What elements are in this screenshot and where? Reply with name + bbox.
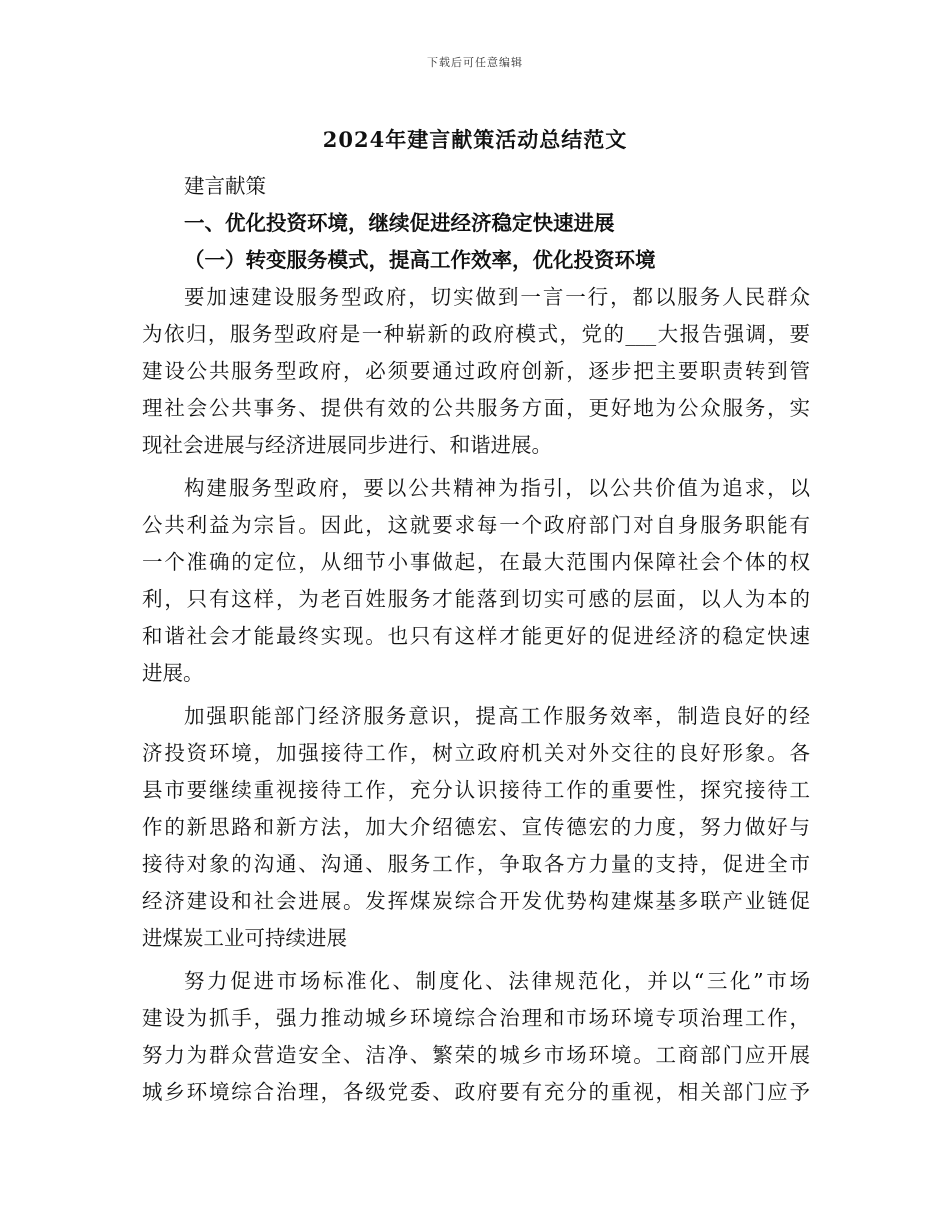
paragraph-line: 为依归，服务型政府是一种崭新的政府模式，党的___大报告强调，要 [142, 322, 810, 346]
header-note: 下载后可任意编辑 [427, 56, 523, 69]
paragraph-line: 加强职能部门经济服务意识，提高工作服务效率，制造良好的经 [184, 704, 810, 728]
paragraph-line: 构建服务型政府，要以公共精神为指引，以公共价值为追求，以 [184, 476, 810, 500]
document-body [142, 168, 810, 1111]
paragraph-line: 建设公共服务型政府，必须要通过政府创新，逐步把主要职责转到管 [142, 359, 810, 383]
paragraph-line: 进煤炭工业可持续进展 [142, 926, 347, 950]
paragraph-line: 努力促进市场标准化、制度化、法律规范化，并以“三化”市场 [184, 969, 810, 993]
paragraph-line: 理社会公共事务、提供有效的公共服务方面，更好地为公众服务，实 [142, 396, 810, 420]
paragraph-line: 一个准确的定位，从细节小事做起，在最大范围内保障社会个体的权 [142, 550, 810, 574]
paragraph-line: 要加速建设服务型政府，切实做到一言一行，都以服务人民群众 [184, 285, 810, 309]
paragraph-line: 济投资环境，加强接待工作，树立政府机关对外交往的良好形象。各 [142, 741, 810, 765]
paragraph-line: 作的新思路和新方法，加大介绍德宏、宣传德宏的力度，努力做好与 [142, 815, 810, 839]
paragraph-line: 和谐社会才能最终实现。也只有这样才能更好的促进经济的稳定快速 [142, 624, 810, 648]
paragraph-line: 努力为群众营造安全、洁净、繁荣的城乡市场环境。工商部门应开展 [142, 1043, 810, 1067]
section-label: 建言献策 [184, 174, 266, 198]
paragraph-line: 进展。 [142, 661, 204, 685]
document-title: 2024年建言献策活动总结范文 [322, 127, 628, 152]
paragraph-line: 公共利益为宗旨。因此，这就要求每一个政府部门对自身服务职能有 [142, 513, 810, 537]
paragraph-line: 经济建设和社会进展。发挥煤炭综合开发优势构建煤基多联产业链促 [142, 889, 810, 913]
heading-level-1: 一、优化投资环境，继续促进经济稳定快速进展 [184, 211, 615, 235]
paragraph-line: 现社会进展与经济进展同步进行、和谐进展。 [142, 433, 552, 457]
paragraph-line: 县市要继续重视接待工作，充分认识接待工作的重要性，探究接待工 [142, 778, 810, 802]
paragraph-line: 利，只有这样，为老百姓服务才能落到切实可感的层面，以人为本的 [142, 587, 810, 611]
heading-level-2: （一）转变服务模式，提高工作效率，优化投资环境 [184, 248, 656, 272]
paragraph-line: 建设为抓手，强力推动城乡环境综合治理和市场环境专项治理工作， [142, 1006, 810, 1030]
paragraph-line: 接待对象的沟通、沟通、服务工作，争取各方力量的支持，促进全市 [142, 852, 810, 876]
paragraph-line: 城乡环境综合治理，各级党委、政府要有充分的重视，相关部门应予 [142, 1080, 810, 1104]
